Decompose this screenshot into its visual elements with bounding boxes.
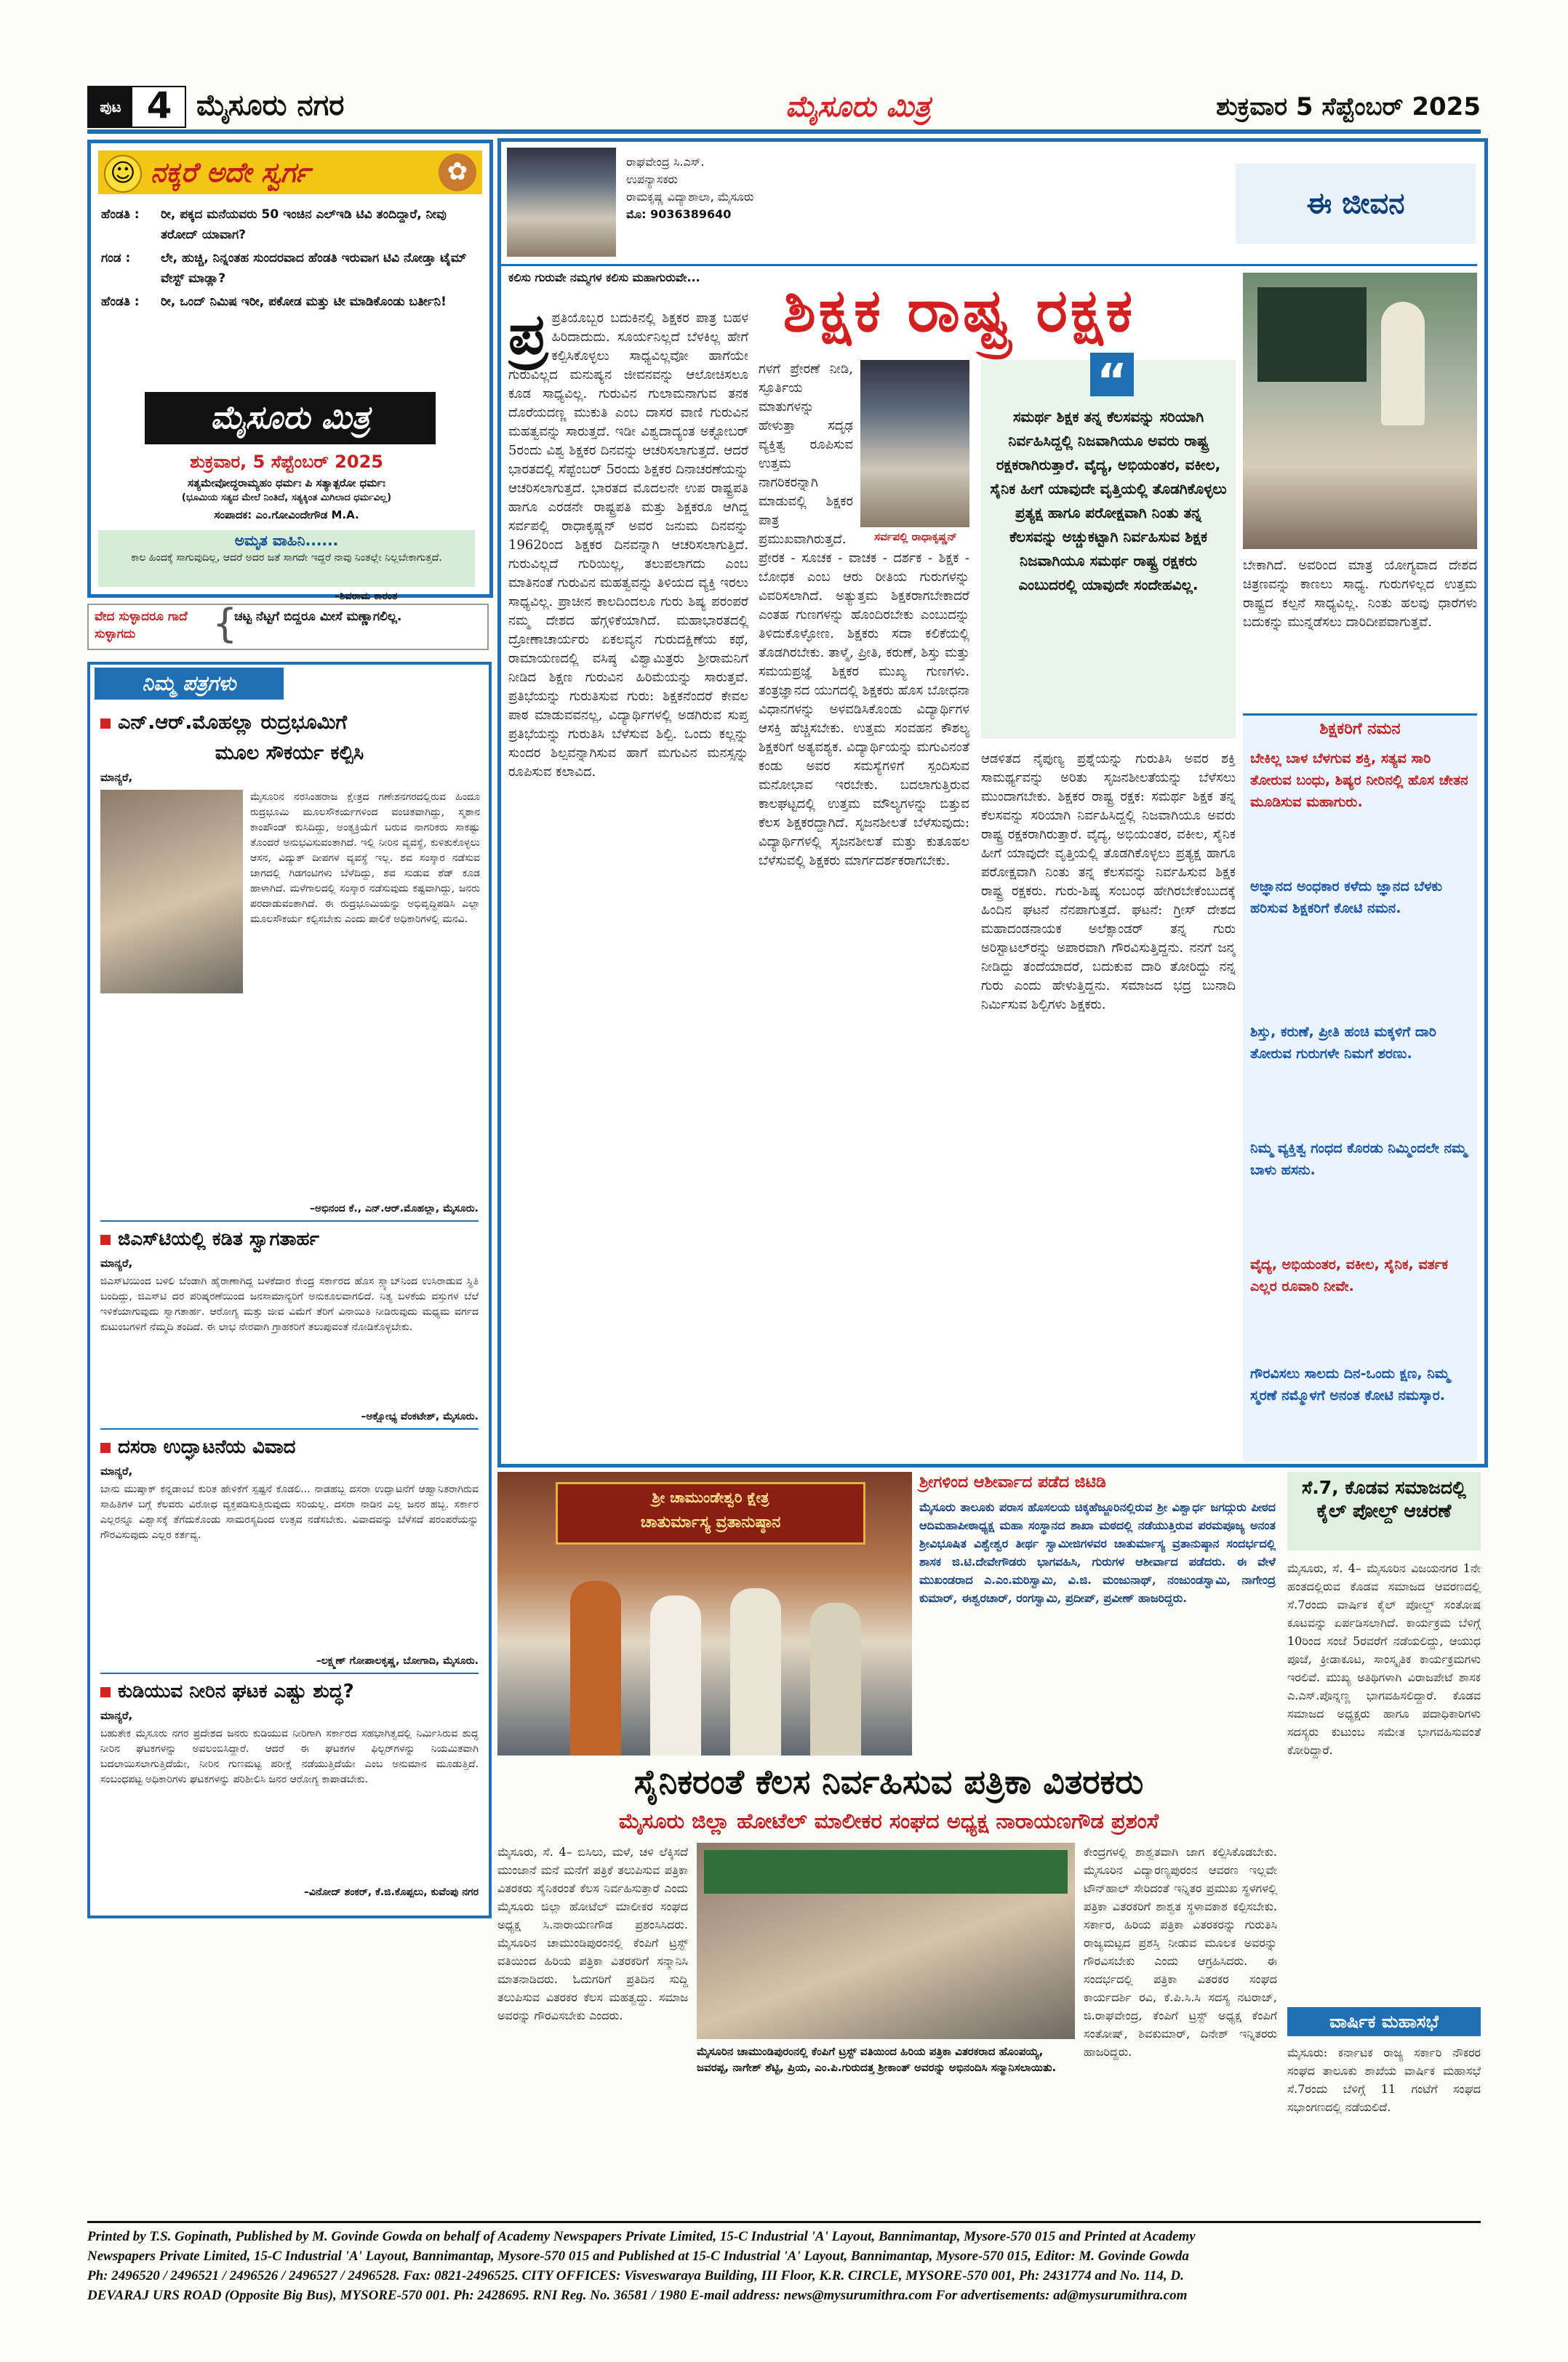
bullet-square-icon [100, 1443, 111, 1453]
bullet-square-icon [100, 1235, 111, 1245]
blessing-title: ಶ್ರೀಗಳಿಂದ ಆಶೀರ್ವಾದ ಪಡೆದ ಜಿಟಿಡಿ [919, 1473, 1106, 1492]
page-label: ಪುಟ [89, 87, 132, 127]
kodava-title-box [1287, 1472, 1481, 1550]
letter-body: ಬಾನು ಮುಷ್ತಾಕ್ ಕನ್ನಡಾಂಬೆ ಕುರಿತ ಹೇಳಿಕೆಗೆ ಸ್ಪಷ್ಟನೆ ಕೊಡಲಿ... ನಾಡಹಬ್ಬ ದಸರಾ ಉದ್ಘಾಟನೆಗೆ ಆಹ್ವಾನಿತರಾಗಿರುವ ಸಾಹಿತಿಗಳ ಬಗ್ಗೆ ಕೆಲವರು ವಿರೋಧ ವ್ಯಕ್ತಪಡಿಸುತ್ತಿರುವುದು ಸರಿಯಲ್ಲ. ದಸರಾ ನಾಡಿನ ಎಲ್ಲ ಜನರ ಹಬ್ಬ. ಸರ್ಕಾರ ಎಲ್ಲರನ್ನೂ ವಿಶ್ವಾಸಕ್ಕೆ ತೆಗೆದುಕೊಂಡು ಸಾಮರಸ್ಯದಿಂದ ಉತ್ಸವ ನಡೆಸಬೇಕು. ವಿವಾದವನ್ನು ಬೆಳೆಸದೆ ಪರಂಪರೆಯನ್ನು ಗೌರವಿಸುವುದು ಎಲ್ಲರ ಕರ್ತವ್ಯ. [100, 1484, 479, 1541]
vendors-subhead: ಮೈಸೂರು ಜಿಲ್ಲಾ ಹೋಟೆಲ್ ಮಾಲೀಕರ ಸಂಘದ ಅಧ್ಯಕ್ಷ ನಾರಾಯಣಗೌಡ ಪ್ರಶಂಸೆ [618, 1809, 1159, 1833]
joke-dialog [101, 204, 479, 312]
author-block [626, 153, 961, 223]
tribute-item: ವೈದ್ಯ, ಅಭಿಯಂತರ, ವಕೀಲ, ಸೈನಿಕ, ವರ್ತಕ ಎಲ್ಲರ ರೂವಾರಿ ನೀವೇ. [1250, 1257, 1449, 1294]
joke-title: ನಕ್ಕರೆ ಅದೇ ಸ್ವರ್ಗ [151, 156, 311, 188]
article-col-4: ಬೇಕಾಗಿದೆ. ಅವರಿಂದ ಮಾತ್ರ ಯೋಗ್ಯವಾದ ದೇಶದ ಚಿತ್ರಣವನ್ನು ಕಾಣಲು ಸಾಧ್ಯ. ಗುರುಗಳಿಲ್ಲದ ಉತ್ತಮ ರಾಷ್ಟ್ರದ ಕಲ್ಪನೆ ಸಾಧ್ಯವಿಲ್ಲ. ನಿಂತು ಹಲವು ಧಾರೆಗಳು ಬದುಕನ್ನು ಮುನ್ನಡೆಸಲು ದಾರಿದೀಪವಾಗುತ್ತವೆ. [1243, 558, 1477, 630]
imprint-line: Printed by T.S. Gopinath, Published by M. Govinde Gowda on behalf of Academy Newspapers Private Limited, 15-C Industrial 'A' Layout, Bannimantap, Mysore-570 015 and Printed at Academy [87, 2229, 1196, 2244]
event-photo [497, 1472, 912, 1756]
event-banner [556, 1482, 865, 1545]
author-photo [507, 148, 616, 257]
page-number: 4 [146, 84, 172, 127]
joke-line: ಗಂಡ : ಲೇ, ಹುಚ್ಚಿ, ನಿನ್ನಂತಹ ಸುಂದರವಾದ ಹೆಂಡತಿ ಇರುವಾಗ ಟಿವಿ ನೋಡ್ತಾ ಟೈಮ್ ವೇಸ್ಟ್ ಮಾಡ್ಲಾ? [101, 251, 467, 286]
letter-body: ಜಿಎಸ್‌ಟಿಯಿಂದ ಬಳಲಿ ಬೆಂಡಾಗಿ ಹೈರಾಣಾಗಿದ್ದ ಬಳಕೆದಾರ ಕೇಂದ್ರ ಸರ್ಕಾರದ ಹೊಸ ಸ್ಲ್ಯಾಬ್‌ನಿಂದ ಉಸಿರಾಡುವ ಸ್ಥಿತಿ ಬಂದಿದ್ದು, ಜಿಎಸ್‌ಟಿ ದರ ಪರಿಷ್ಕರಣೆಯಿಂದ ಜನಸಾಮಾನ್ಯರಿಗೆ ಅನುಕೂಲವಾಗಲಿದೆ. ನಿತ್ಯ ಬಳಕೆಯ ವಸ್ತುಗಳ ಬೆಲೆ ಇಳಿಕೆಯಾಗುವುದು ಸ್ವಾಗತಾರ್ಹ. ಆರೋಗ್ಯ ಮತ್ತು ಜೀವ ವಿಮೆಗೆ ತೆರಿಗೆ ವಿನಾಯಿತಿ ನೀಡಿರುವುದು ಮಧ್ಯಮ ವರ್ಗದ ಕುಟುಂಬಗಳಿಗೆ ನೆಮ್ಮದಿ ತಂದಿದೆ. ಈ ಲಾಭ ನೇರವಾಗಿ ಗ್ರಾಹಕರಿಗೆ ತಲುಪುವಂತೆ ನೋಡಿಕೊಳ್ಳಬೇಕು. [100, 1276, 479, 1333]
joke-line: ಹೆಂಡತಿ : ರೀ, ಪಕ್ಕದ ಮನೆಯವರು 50 ಇಂಚಿನ ಎಲ್‌ಇಡಿ ಟಿವಿ ತಂದಿದ್ದಾರೆ, ನೀವು ತರೋದ್ ಯಾವಾಗ? [101, 207, 447, 242]
page-header [87, 86, 1481, 129]
photo-caption: ಸರ್ವಪಲ್ಲಿ ರಾಧಾಕೃಷ್ಣನ್ [862, 530, 969, 543]
radhakrishnan-photo [860, 360, 969, 527]
divider [100, 1220, 479, 1222]
person-figure [810, 1603, 861, 1756]
vendors-photo-caption: ಮೈಸೂರಿನ ಚಾಮುಂಡಿಪುರಂನಲ್ಲಿ ಕೆಂಪಿಗೆ ಟ್ರಸ್ಟ್ ವತಿಯಿಂದ ಹಿರಿಯ ಪತ್ರಿಕಾ ವಿತರಕರಾದ ಹೊಂಪಯ್ಯ, ಜವರಪ್ಪ, ನಾಗೇಶ್ ಶೆಟ್ಟಿ, ಪ್ರಿಯ, ಎಂ.ಪಿ.ಗುರುದತ್ತ ಶ್ರೀಕಾಂತ್ ಅವರನ್ನು ಅಭಿನಂದಿಸಿ ಸನ್ಮಾನಿಸಲಾಯಿತು. [697, 2045, 1057, 2074]
letter-salute: ಮಾನ್ಯರೆ, [100, 1465, 133, 1478]
feature-frame [497, 138, 1488, 1468]
article-col-1b: ಪ್ರತಿಭೆಯನ್ನು ಗುರುತಿಸುವ ಗುರು: ಶಿಕ್ಷಕನೆಂದರೆ ಕೇವಲ ಪಾಠ ಮಾಡುವವನಲ್ಲ, ವಿದ್ಯಾರ್ಥಿಗಳಲ್ಲಿ ಅಡಗಿರುವ ಸುಪ್ತ ಪ್ರತಿಭೆಯನ್ನು ಗುರುತಿಸಿ ಬೆಳೆಸುವ ಶಿಲ್ಪಿ. ಒಂದು ಕಲ್ಲನ್ನು ಸುಂದರ ಶಿಲ್ಪವನ್ನಾಗಿಸುವ ಹಾಗೆ ಮಗುವಿನ ಮನಸ್ಸನ್ನು ರೂಪಿಸುವ ಕಲಾವಿದ. [508, 689, 748, 780]
article-col-3: ಆಡಳಿತದ ನೈಪುಣ್ಯ ಪ್ರಶ್ನೆಯನ್ನು ಗುರುತಿಸಿ ಅವರ ಶಕ್ತಿ ಸಾಮರ್ಥ್ಯವನ್ನು ಅರಿತು ಸೃಜನಶೀಲತೆಯನ್ನು ಬೆಳೆಸಲು ಮುಂದಾಗಬೇಕು. ಶಿಕ್ಷಕರ ರಾಷ್ಟ್ರ ರಕ್ಷಕ: ಸಮರ್ಥ ಶಿಕ್ಷಕ ತನ್ನ ಕೆಲಸವನ್ನು ಸರಿಯಾಗಿ ನಿರ್ವಹಿಸಿದ್ದಲ್ಲಿ ನಿಜವಾಗಿಯೂ ಅವರು ರಾಷ್ಟ್ರ ರಕ್ಷಕರಾಗಿರುತ್ತಾರೆ. ವೈದ್ಯ, ಅಭಿಯಂತರ, ವಕೀಲ, ಸೈನಿಕ ಹೀಗೆ ಯಾವುದೇ ವೃತ್ತಿಯಲ್ಲಿ ತೊಡಗಿಕೊಳ್ಳಲು ಪ್ರತ್ಯಕ್ಷ ಹಾಗೂ ಪರೋಕ್ಷವಾಗಿ ನಿಂತು ತನ್ನ ಕೆಲಸವನ್ನು ನಿರ್ವಹಿಸುವ ಶಿಕ್ಷಕ ರಾಷ್ಟ್ರ ರಕ್ಷಕರು. ಗುರು-ಶಿಷ್ಯ ಸಂಬಂಧ ಹೇಗಿರಬೇಕೆಂಬುದಕ್ಕೆ ಹಿಂದಿನ ಘಟನೆ ನೆನಪಾಗುತ್ತದೆ. ಘಟನೆ: ಗ್ರೀಸ್ ದೇಶದ ಮಹಾದಂಡನಾಯಕ ಅಲೆಕ್ಸಾಂಡರ್ ತನ್ನ ಗುರು ಅರಿಸ್ಟಾಟಲ್‌ರನ್ನು ಅಪಾರವಾಗಿ ಗೌರವಿಸುತ್ತಿದ್ದನು. ನನಗೆ ಜನ್ಮ ನೀಡಿದ್ದು ತಂದೆಯಾದರೆ, ಬದುಕುವ ದಾರಿ ತೋರಿದ್ದು ನನ್ನ ಗುರು ಎಂದು ಹೇಳುತ್ತಿದ್ದನು. ಸಮಾಜದ ಭದ್ರ ಬುನಾದಿ ನಿರ್ಮಿಸುವ ಶಿಲ್ಪಿಗಳು ಶಿಕ್ಷಕರು. [981, 751, 1236, 1012]
letter-body: ಮೈಸೂರಿನ ನರಸಿಂಹರಾಜ ಕ್ಷೇತ್ರದ ಗಣೇಶನಗರದಲ್ಲಿರುವ ಹಿಂದೂ ರುದ್ರಭೂಮಿ ಮೂಲಸೌಕರ್ಯಗಳಿಂದ ವಂಚಿತವಾಗಿದ್ದು, ಸ್ಮಶಾನ ಕಾಂಪೌಂಡ್ ಕುಸಿದಿದ್ದು, ಅಂತ್ಯಕ್ರಿಯೆಗೆ ಬರುವ ನಾಗರಿಕರು ಸಾಕಷ್ಟು ತೊಂದರೆ ಅನುಭವಿಸುವಂತಾಗಿದೆ. ಇಲ್ಲಿ ನೀರಿನ ವ್ಯವಸ್ಥೆ, ಕುಳಿತುಕೊಳ್ಳಲು ಆಸನ, ವಿದ್ಯುತ್ ದೀಪಗಳ ವ್ಯವಸ್ಥೆ ಇಲ್ಲ. ಶವ ಸಂಸ್ಕಾರ ನಡೆಸುವ ಜಾಗದಲ್ಲಿ ಗಿಡಗಂಟಿಗಳು ಬೆಳೆದಿದ್ದು, ಶವ ಸುಡುವ ಶೆಡ್ ಕೂಡ ಹಾಳಾಗಿದೆ. ಮಳೆಗಾಲದಲ್ಲಿ ಸಂಸ್ಕಾರ ನಡೆಸುವುದು ಕಷ್ಟವಾಗಿದ್ದು, ಜನರು ಪರದಾಡುವಂತಾಗಿದೆ. ಈ ರುದ್ರಭೂಮಿಯನ್ನು ಅಭಿವೃದ್ಧಿಪಡಿಸಿ ಎಲ್ಲಾ ಮೂಲಸೌಕರ್ಯ ಕಲ್ಪಿಸಬೇಕು ಎಂದು ಪಾಲಿಕೆ ಅಧಿಕಾರಿಗಳಲ್ಲಿ ಮನವಿ. [250, 791, 480, 925]
tribute-title: ಶಿಕ್ಷಕರಿಗೆ ನಮನ [1319, 720, 1401, 738]
blessing-body: ಮೈಸೂರು ತಾಲೂಕು ಪರಾಸ ಹೊಸಲಯ ಚಿಕ್ಕಹೆಜ್ಜೂರಿನಲ್ಲಿರುವ ಶ್ರೀ ವಿಶ್ವಾರ್ಧ ಜಗದ್ಗುರು ಪೀಠದ ಆದಿಮಹಾಪೀಠಾಧ್ಯಕ್ಷ ಮಹಾ ಸಂಸ್ಥಾನದ ಶಾಖಾ ಮಠದಲ್ಲಿ ನಡೆಯುತ್ತಿರುವ ಪರಮಪೂಜ್ಯ ಅನಂತ ಶ್ರೀವಿಭೂಷಿತ ವಿಶ್ವೇಶ್ವರ ತೀರ್ಥ ಸ್ವಾಮೀಜಿಗಳವರ ಚಾತುರ್ಮಾಸ್ಯ ವ್ರತಾನುಷ್ಠಾನ ಸಂದರ್ಭದಲ್ಲಿ ಶಾಸಕ ಜಿ.ಟಿ.ದೇವೇಗೌಡರು ಭಾಗವಹಿಸಿ, ಗುರುಗಳ ಆಶೀರ್ವಾದ ಪಡೆದರು. ಈ ವೇಳೆ ಮುಖಂಡರಾದ ಎ.ಎಂ.ಮರಿಸ್ವಾಮಿ, ವಿ.ಜಿ. ಮಂಜುನಾಥ್, ನಂಜುಂಡಸ್ವಾಮಿ, ನಾಗೇಂದ್ರ ಕುಮಾರ್, ಈಶ್ವರಚಾರ್, ರಂಗಸ್ವಾಮಿ, ಪ್ರದೀಪ್, ಪ್ರವೀಣ್ ಹಾಜರಿದ್ದರು. [919, 1500, 1276, 1605]
letter-title-2: ಮೂಲ ಸೌಕರ್ಯ ಕಲ್ಪಿಸಿ [215, 742, 364, 764]
teacher-figure [1381, 302, 1425, 425]
amrutha-text: ಕಾಲ ಹಿಂದಕ್ಕೆ ಸಾಗುವುದಿಲ್ಲ, ಆದರೆ ಅದರ ಜತೆ ಸಾಗದೇ ಇದ್ದರೆ ನಾವು ನಿಂತಲ್ಲೇ ನಿಲ್ಲಬೇಕಾಗುತ್ತದೆ. [131, 552, 442, 564]
logo-date: ಶುಕ್ರವಾರ, 5 ಸೆಪ್ಟೆಂಬರ್ 2025 [190, 452, 383, 472]
joke-title-bar [98, 151, 482, 194]
article-col-2: ಗಳಗೆ ಪ್ರೇರಣೆ ನೀಡಿ, ಸ್ಫೂರ್ತಿಯ ಮಾತುಗಳನ್ನು ಹೇಳುತ್ತಾ ಸದೃಢ ವ್ಯಕ್ತಿತ್ವ ರೂಪಿಸುವ ಉತ್ತಮ ನಾಗರಿಕರನ್ನಾಗಿ ಮಾಡುವಲ್ಲಿ ಶಿಕ್ಷಕರ ಪಾತ್ರ ಪ್ರಮುಖವಾಗಿರುತ್ತದೆ. ಪ್ರೇರಕ - ಸೂಚಕ - ವಾಚಕ - ದರ್ಶಕ - ಶಿಕ್ಷಕ - ಬೋಧಕ ಎಂಬ ಆರು ರೀತಿಯ ಗುರುಗಳನ್ನು ವಿವರಿಸಲಾಗಿದೆ. ಅತ್ಯುತ್ತಮ ಶಿಕ್ಷಕರಾಗಬೇಕಾದರೆ ಎಂತಹ ಗುಣಗಳನ್ನು ಹೊಂದಿರಬೇಕು ಎಂಬುದನ್ನು ತಿಳಿದುಕೊಳ್ಳೋಣ. ಶಿಕ್ಷಕರು ಸದಾ ಕಲಿಕೆಯಲ್ಲಿ ತೊಡಗಿರಬೇಕು. ತಾಳ್ಮೆ, ಪ್ರೀತಿ, ಕರುಣೆ, ಶಿಸ್ತು ಮತ್ತು ಸಮಯಪ್ರಜ್ಞೆ ಶಿಕ್ಷಕರ ಮುಖ್ಯ ಗುಣಗಳು. ತಂತ್ರಜ್ಞಾನದ ಯುಗದಲ್ಲಿ ಶಿಕ್ಷಕರು ಹೊಸ ಬೋಧನಾ ವಿಧಾನಗಳನ್ನು ಅಳವಡಿಸಿಕೊಂಡು ವಿದ್ಯಾರ್ಥಿಗಳ ಆಸಕ್ತಿ ಹೆಚ್ಚಿಸಬೇಕು. ಉತ್ತಮ ಸಂವಹನ ಕೌಶಲ್ಯ ಶಿಕ್ಷಕರಿಗೆ ಅತ್ಯವಶ್ಯಕ. ವಿದ್ಯಾರ್ಥಿಯನ್ನು ಮಗುವಿನಂತೆ ಕಂಡು ಅವರ ಸಮಸ್ಯೆಗಳಿಗೆ ಸ್ಪಂದಿಸುವ ಮನೋಭಾವ ಇರಬೇಕು. ಬದಲಾಗುತ್ತಿರುವ ಕಾಲಘಟ್ಟದಲ್ಲಿ ಉತ್ತಮ ಮೌಲ್ಯಗಳನ್ನು ಬಿತ್ತುವ ಕೆಲಸ ಶಿಕ್ಷಕರದ್ದಾಗಿದೆ. ಸೃಜನಶೀಲತೆ ಬೆಳೆಸುವುದು: ವಿದ್ಯಾರ್ಥಿಗಳಲ್ಲಿ ಸೃಜನಶೀಲತೆ ಮತ್ತು ಕುತೂಹಲ ಬೆಳೆಸುವಲ್ಲಿ ಶಿಕ್ಷಕರು ಮಾರ್ಗದರ್ಶಕರಾಗಬೇಕು. [759, 361, 969, 868]
imprint-line: Ph: 2496520 / 2496521 / 2496526 / 2496527 / 2496528. Fax: 0821-2496525. CITY OFFICES: Visveswaraya Building, III Floor, K.R. CIRCLE, MYSORE-570 001, Ph: 2431774 and No. 114, D. [87, 2268, 1184, 2283]
letter-title: ದಸರಾ ಉದ್ಘಾಟನೆಯ ವಿವಾದ [100, 1434, 479, 1460]
kodava-article [1287, 1472, 1481, 2214]
divider [100, 1673, 479, 1674]
editor-line: ಸಂಪಾದಕ: ಎಂ.ಗೋವಿಂದೇಗೌಡ M.A. [214, 508, 359, 521]
headline: ಶಿಕ್ಷಕ ರಾಷ್ಟ್ರ ರಕ್ಷಕ [783, 276, 1136, 345]
bullet-square-icon [100, 1687, 111, 1697]
paper-logo: ಮೈಸೂರು ಮಿತ್ರ [145, 392, 436, 444]
kodava-sub-body: ಮೈಸೂರು: ಕರ್ನಾಟಕ ರಾಜ್ಯ ಸರ್ಕಾರಿ ನೌಕರರ ಸಂಘದ ತಾಲೂಕು ಶಾಖೆಯ ವಾರ್ಷಿಕ ಮಹಾಸಭೆ ಸೆ.7ರಂದು ಬೆಳಿಗ್ಗೆ 11 ಗಂಟೆಗೆ ಸಂಘದ ಸಭಾಂಗಣದಲ್ಲಿ ನಡೆಯಲಿದೆ. [1287, 2046, 1481, 2114]
blessing-article [919, 1472, 1276, 1756]
banner-text: ಶ್ರೀ ಚಾಮುಂಡೇಶ್ವರಿ ಕ್ಷೇತ್ರ [652, 1489, 769, 1506]
page-number-badge [87, 86, 186, 128]
pull-quote [981, 355, 1236, 738]
vendors-banner [704, 1850, 1068, 1894]
kodava-title: ಸೆ.7, ಕೊಡವ ಸಮಾಜದಲ್ಲಿ ಕೈಲ್ ಪೋಲ್ದ್ ಆಚರಣೆ [1302, 1477, 1466, 1521]
kodava-body: ಮೈಸೂರು, ಸೆ. 4– ಮೈಸೂರಿನ ವಿಜಯನಗರ 1ನೇ ಹಂತದಲ್ಲಿರುವ ಕೊಡವ ಸಮಾಜದ ಆವರಣದಲ್ಲಿ ಸೆ.7ರಂದು ವಾರ್ಷಿಕ ಕೈಲ್ ಪೋಲ್ದ್ ಸಂತೋಷ ಕೂಟವನ್ನು ಏರ್ಪಡಿಸಲಾಗಿದೆ. ಕಾರ್ಯಕ್ರಮ ಬೆಳಿಗ್ಗೆ 10ರಿಂದ ಸಂಜೆ 5ರವರೆಗೆ ನಡೆಯಲಿದ್ದು, ಆಯುಧ ಪೂಜೆ, ಕ್ರೀಡಾಕೂಟ, ಸಾಂಸ್ಕೃತಿಕ ಕಾರ್ಯಕ್ರಮಗಳು ಇರಲಿವೆ. ಮುಖ್ಯ ಅತಿಥಿಗಳಾಗಿ ವಿರಾಜಪೇಟೆ ಶಾಸಕ ಎ.ಎಸ್.ಪೊನ್ನಣ್ಣ ಭಾಗವಹಿಸಲಿದ್ದಾರೆ. ಕೊಡವ ಸಮಾಜದ ಅಧ್ಯಕ್ಷರು ಹಾಗೂ ಪದಾಧಿಕಾರಿಗಳು ಸದಸ್ಯರು ಕುಟುಂಬ ಸಮೇತ ಭಾಗವಹಿಸುವಂತೆ ಕೋರಿದ್ದಾರೆ. [1287, 1561, 1481, 1757]
vendors-photo [697, 1843, 1075, 2039]
proverb-left: ವೇದ ಸುಳ್ಳಾದರೂ ಗಾದೆ ಸುಳ್ಳಾಗದು [95, 609, 188, 641]
amrutha-author: –ಶಿವರಾಮ ಕಾರಂತ [335, 590, 398, 602]
kodava-sub: ವಾರ್ಷಿಕ ಮಹಾಸಭೆ [1287, 2007, 1481, 2036]
drop-cap: ಪ್ರ [508, 309, 548, 367]
proverb-right: ಚಟ್ಟ ನೆಟ್ಟಗೆ ಬಿದ್ದರೂ ಮೀಸೆ ಮಣ್ಣಾಗಲಿಲ್ಲ. [234, 609, 402, 624]
letter-salute: ಮಾನ್ಯರೆ, [100, 1257, 133, 1270]
proverb-box [87, 601, 489, 650]
issue-date: ಶುಕ್ರವಾರ 5 ಸೆಪ್ಟೆಂಬರ್ 2025 [1216, 92, 1481, 121]
section-tab [1236, 164, 1476, 244]
cemetery-photo [100, 790, 243, 993]
tribute-item: ಬೇಕಿಲ್ಲ ಬಾಳ ಬೆಳಗುವ ಶಕ್ತಿ, ಸತ್ಯವ ಸಾರಿ ತೋರುವ ಬಂಧು, ಶಿಷ್ಯರ ನೀರಿನಲ್ಲಿ ಹೊಸ ಚೇತನ ಮೂಡಿಸುವ ಮಹಾಗುರು. [1250, 750, 1468, 810]
joke-line: ಹೆಂಡತಿ : ರೀ, ಒಂದ್ ನಿಮಿಷ ಇರೀ, ಪಕೋಡ ಮತ್ತು ಟೀ ಮಾಡಿಕೊಂಡು ಬರ್ತೀನಿ! [101, 295, 447, 309]
classroom-photo [1243, 273, 1477, 549]
author-role: ಉಪನ್ಯಾಸಕರು [626, 172, 679, 186]
letters-box [87, 662, 492, 1918]
tribute-item: ಅಜ್ಞಾನದ ಅಂಧಕಾರ ಕಳೆದು ಜ್ಞಾನದ ಬೆಳಕು ಹರಿಸುವ ಶಿಕ್ಷಕರಿಗೆ ಕೋಟಿ ನಮನ. [1250, 878, 1442, 916]
letter-signature: –ಲಕ್ಷ್ಮಣ್ ಗೋಪಾಲಕೃಷ್ಣ, ಬೋಗಾದಿ, ಮೈಸೂರು. [316, 1655, 479, 1667]
tribute-item: ಶಿಸ್ತು, ಕರುಣೆ, ಪ್ರೀತಿ ಹಂಚಿ ಮಕ್ಕಳಿಗೆ ದಾರಿ ತೋರುವ ಗುರುಗಳೇ ನಿಮಗೆ ಶರಣು. [1250, 1024, 1436, 1062]
bullet-square-icon [100, 718, 111, 729]
kicker: ಕಲಿಸು ಗುರುವೇ ನಮ್ಮಗಳ ಕಲಿಸು ಮಹಾಗುರುವೇ... [508, 271, 700, 284]
jester-icon: ✿ [439, 153, 476, 191]
vendors-col-1: ಮೈಸೂರು, ಸೆ. 4– ಬಿಸಿಲು, ಮಳೆ, ಚಳಿ ಲೆಕ್ಕಿಸದೆ ಮುಂಜಾನೆ ಮನೆ ಮನೆಗೆ ಪತ್ರಿಕೆ ತಲುಪಿಸುವ ಪತ್ರಿಕಾ ವಿತರಕರು ಸೈನಿಕರಂತೆ ಕೆಲಸ ನಿರ್ವಹಿಸುತ್ತಾರೆ ಎಂದು ಮೈಸೂರು ಜಿಲ್ಲಾ ಹೋಟೆಲ್ ಮಾಲೀಕರ ಸಂಘದ ಅಧ್ಯಕ್ಷ ಸಿ.ನಾರಾಯಣಗೌಡ ಪ್ರಶಂಸಿಸಿದರು. ಮೈಸೂರಿನ ಚಾಮುಂಡಿಪುರಂನಲ್ಲಿ ಕೆಂಪಿಗೆ ಟ್ರಸ್ಟ್ ವತಿಯಿಂದ ಹಿರಿಯ ಪತ್ರಿಕಾ ವಿತರಕರಿಗೆ ಸನ್ಮಾನಿಸಿ ಮಾತನಾಡಿದರು. ಓದುಗರಿಗೆ ಪ್ರತಿದಿನ ಸುದ್ದಿ ತಲುಪಿಸುವ ವಿತರಕರ ಕೆಲಸ ಮಹತ್ವದ್ದು. ಸಮಾಜ ಅವರನ್ನು ಗೌರವಿಸಬೇಕು ಎಂದರು. [497, 1845, 688, 2022]
header-rule [87, 129, 1481, 134]
letter-title: ಜಿಎಸ್‌ಟಿಯಲ್ಲಿ ಕಡಿತ ಸ್ವಾಗತಾರ್ಹ [100, 1226, 479, 1252]
letter-body: ಬಹುತೇಕ ಮೈಸೂರು ನಗರ ಪ್ರದೇಶದ ಜನರು ಕುಡಿಯುವ ನೀರಿಗಾಗಿ ಸರ್ಕಾರದ ಸಹಭಾಗಿತ್ವದಲ್ಲಿ ನಿರ್ಮಿಸಿರುವ ಶುದ್ಧ ನೀರಿನ ಘಟಕಗಳನ್ನು ಅವಲಂಬಿಸಿದ್ದಾರೆ. ಆದರೆ ಈ ಘಟಕಗಳ ಫಿಲ್ಟರ್‌ಗಳನ್ನು ನಿಯಮಿತವಾಗಿ ಬದಲಾಯಿಸಲಾಗುತ್ತಿದೆಯೇ, ನೀರಿನ ಗುಣಮಟ್ಟ ಪರೀಕ್ಷೆ ನಡೆಯುತ್ತಿದೆಯೇ ಎಂಬ ಅನುಮಾನ ಮೂಡುತ್ತಿದೆ. ಸಂಬಂಧಪಟ್ಟ ಅಧಿಕಾರಿಗಳು ಘಟಕಗಳನ್ನು ಪರಿಶೀಲಿಸಿ ಜನರ ಆರೋಗ್ಯ ಕಾಪಾಡಬೇಕು. [100, 1728, 479, 1785]
motto-1: ಸತ್ಯಮೇವೋದ್ಧರಾಮ್ಯಹಂ ಧರ್ಮಃ ಪಿ ಸತ್ಯಾತ್ಪರೋ ಧರ್ಮಃ [187, 476, 385, 489]
letters-tag: ನಿಮ್ಮ ಪತ್ರಗಳು [95, 668, 284, 700]
motto-2: (ಭೂಮಿಯ ಸತ್ಯದ ಮೇಲೆ ನಿಂತಿದೆ, ಸತ್ಯಕ್ಕಿಂತ ಮಿಗಿಲಾದ ಧರ್ಮವಿಲ್ಲ) [181, 492, 392, 503]
letter-signature: –ವಿನೋದ್ ಶಂಕರ್, ಕೆ.ಜಿ.ಕೊಪ್ಪಲು, ಕುವೆಂಪು ನಗರ [303, 1886, 479, 1898]
article-col-1: ಪ್ರ ಪ್ರತಿಯೊಬ್ಬರ ಬದುಕಿನಲ್ಲಿ ಶಿಕ್ಷಕರ ಪಾತ್ರ ಬಹಳ ಹಿರಿದಾದುದು. ಸೂರ್ಯನಿಲ್ಲದೆ ಬೆಳಕಿಲ್ಲ ಹೇಗೆ ಕಲ್ಪಿಸಿಕೊಳ್ಳಲು ಸಾಧ್ಯವಿಲ್ಲವೋ ಹಾಗೆಯೇ ಗುರುವಿಲ್ಲದ ಮನುಷ್ಯನ ಜೀವನವನ್ನು ಆಲೋಚಿಸಲೂ ಕೂಡ ಸಾಧ್ಯವಿಲ್ಲ. ಗುರುವಿನ ಗುಲಾಮನಾಗುವ ತನಕ ದೊರೆಯದಣ್ಣ ಮುಕುತಿ ಎಂಬ ದಾಸರ ವಾಣಿ ಗುರುವಿನ ಮಹತ್ವವನ್ನು ಸಾರುತ್ತದೆ. ಇಡೀ ವಿಶ್ವದಾದ್ಯಂತ ಅಕ್ಟೋಬರ್ 5ರಂದು ವಿಶ್ವ ಶಿಕ್ಷಕರ ದಿನವನ್ನು ಆಚರಿಸಲಾಗುತ್ತದೆ. ಆದರೆ ಭಾರತದಲ್ಲಿ ಸೆಪ್ಟೆಂಬರ್ 5ರಂದು ಶಿಕ್ಷಕರ ದಿನಾಚರಣೆಯನ್ನು ಆಚರಿಸಲಾಗುತ್ತದೆ. ಭಾರತದ ಮೊದಲನೇ ಉಪ ರಾಷ್ಟ್ರಪತಿ ಹಾಗೂ ಎರಡನೇ ರಾಷ್ಟ್ರಪತಿ ಮತ್ತು ಶಿಕ್ಷಕರೂ ಆಗಿದ್ದ ಸರ್ವಪಲ್ಲಿ ರಾಧಾಕೃಷ್ಣನ್ ಅವರ ಜನುಮ ದಿನವನ್ನು 1962ರಿಂದ ಶಿಕ್ಷಕರ ದಿನವನ್ನಾಗಿ ಆಚರಿಸಲಾಗುತ್ತಿದೆ. ಗುರುವಿಲ್ಲದೆ ಗುರಿಯಿಲ್ಲ, ತಲುಪಲಾಗದು ಎಂಬ ಮಾತಿನಂತೆ ಗುರುವಿನ ಮಹತ್ವವನ್ನು ತಿಳಿಯದ ವ್ಯಕ್ತಿ ಇರಲು ಸಾಧ್ಯವಿಲ್ಲ. ಪ್ರಾಚೀನ ಕಾಲದಿಂದಲೂ ಗುರು ಶಿಷ್ಯ ಪರಂಪರೆ ನಮ್ಮ ದೇಶದ ಹೆಗ್ಗಳಿಕೆಯಾಗಿದೆ. ಮಹಾಭಾರತದಲ್ಲಿ ದ್ರೋಣಾಚಾರ್ಯರು ಏಕಲವ್ಯನ ಗುರುದಕ್ಷಿಣೆಯ ಕಥೆ, ರಾಮಾಯಣದಲ್ಲಿ ವಸಿಷ್ಠ ವಿಶ್ವಾಮಿತ್ರರು ಶ್ರೀರಾಮನಿಗೆ ನೀಡಿದ ಶಿಕ್ಷಣ ಗುರುವಿನ ಹಿರಿಮೆಯನ್ನು ಸಾರುತ್ತವೆ. ಪ್ರತಿಭೆಯನ್ನು ಗುರುತಿಸುವ ಗುರು: ಶಿಕ್ಷಕನೆಂದರೆ ಕೇವಲ ಪಾಠ ಮಾಡುವವನಲ್ಲ, ವಿದ್ಯಾರ್ಥಿಗಳಲ್ಲಿ ಅಡಗಿರುವ ಸುಪ್ತ ಪ್ರತಿಭೆಯನ್ನು ಗುರುತಿಸಿ ಬೆಳೆಸುವ ಶಿಲ್ಪಿ. ಒಂದು ಕಲ್ಲನ್ನು ಸುಂದರ ಶಿಲ್ಪವನ್ನಾಗಿಸುವ ಹಾಗೆ ಮಗುವಿನ ಮನಸ್ಸನ್ನು ರೂಪಿಸುವ ಕಲಾವಿದ. [508, 309, 748, 780]
person-figure [730, 1588, 781, 1756]
quote-text: ಸಮರ್ಥ ಶಿಕ್ಷಕ ತನ್ನ ಕೆಲಸವನ್ನು ಸರಿಯಾಗಿ ನಿರ್ವಹಿಸಿದ್ದಲ್ಲಿ ನಿಜವಾಗಿಯೂ ಅವರು ರಾಷ್ಟ್ರ ರಕ್ಷಕರಾಗಿರುತ್ತಾರೆ. ವೈದ್ಯ, ಅಭಿಯಂತರ, ವಕೀಲ, ಸೈನಿಕ ಹೀಗೆ ಯಾವುದೇ ವೃತ್ತಿಯಲ್ಲಿ ತೊಡಗಿಕೊಳ್ಳಲು ಪ್ರತ್ಯಕ್ಷ ಹಾಗೂ ಪರೋಕ್ಷವಾಗಿ ನಿಂತು ತನ್ನ ಕೆಲಸವನ್ನು ಅಚ್ಚುಕಟ್ಟಾಗಿ ನಿರ್ವಹಿಸುವ ಶಿಕ್ಷಕ ನಿಜವಾಗಿಯೂ ಸಮರ್ಥ ರಾಷ್ಟ್ರ ರಕ್ಷಕರು ಎಂಬುದರಲ್ಲಿ ಯಾವುದೇ ಸಂದೇಹವಿಲ್ಲ. [990, 408, 1227, 593]
imprint-line: DEVARAJ URS ROAD (Opposite Big Bus), MYSORE-570 001. Ph: 2428695. RNI Reg. No. 36581 / 1980 E-mail address: news@mysurumithra.com For advertisements: ad@mysurumithra.com [87, 2288, 1188, 2303]
amrutha-title: ಅಮೃತ ವಾಹಿನಿ...... [234, 532, 339, 549]
author-org: ರಾಮಕೃಷ್ಣ ವಿದ್ಯಾಶಾಲಾ, ಮೈಸೂರು [626, 190, 754, 204]
letter-title: ಎನ್.ಆರ್.ಮೊಹಲ್ಲಾ ರುದ್ರಭೂಮಿಗೆ [100, 710, 479, 736]
amrutha-box [98, 530, 475, 587]
letter-salute: ಮಾನ್ಯರೆ, [100, 1709, 133, 1722]
letter-salute: ಮಾನ್ಯರೆ, [100, 771, 133, 784]
quote-mark-icon: “ [1090, 353, 1134, 396]
tribute-box [1243, 713, 1477, 1462]
person-figure [650, 1596, 701, 1756]
masthead-logo: ಮೈಸೂರು ಮಿತ್ರ [785, 90, 931, 124]
blackboard [1257, 287, 1367, 382]
author-phone: ಮೊ: 9036389640 [626, 207, 732, 221]
section-tab-label: ಈ ಜೀವನ [1306, 187, 1405, 220]
person-figure [570, 1581, 621, 1756]
imprint [87, 2227, 1481, 2305]
laugh-emoji-icon: ☺ [104, 155, 142, 193]
letter-title: ಕುಡಿಯುವ ನೀರಿನ ಘಟಕ ಎಷ್ಟು ಶುದ್ಧ? [100, 1678, 479, 1705]
tribute-item: ನಿಮ್ಮ ವ್ಯಕ್ತಿತ್ವ ಗಂಧದ ಕೊರಡು ನಿಮ್ಮಿಂದಲೇ ನಮ್ಮ ಬಾಳು ಹಸನು. [1250, 1140, 1467, 1178]
brace-icon: { [212, 601, 238, 646]
author-name: ರಾಘವೇಂದ್ರ ಸಿ.ಎಸ್. [626, 155, 705, 169]
author-rule [501, 264, 1477, 266]
letter-signature: –ಅಕ್ಷೋಭ್ಯ ವೆಂಕಟೇಶ್, ಮೈಸೂರು. [361, 1411, 479, 1422]
section-name: ಮೈಸೂರು ನಗರ [196, 89, 345, 122]
vendors-col-2: ಕೇಂದ್ರಗಳಲ್ಲಿ ಶಾಶ್ವತವಾಗಿ ಜಾಗ ಕಲ್ಪಿಸಿಕೊಡಬೇಕು. ಮೈಸೂರಿನ ವಿದ್ಯಾರಣ್ಯಪುರಂನ ಆವರಣ ಇಲ್ಲವೇ ಟೌನ್‌ಹಾಲ್ ಸೇರಿದಂತೆ ಇನ್ನಿತರ ಪ್ರಮುಖ ಸ್ಥಳಗಳಲ್ಲಿ ಪತ್ರಿಕಾ ವಿತರಕರಿಗೆ ಶಾಶ್ವತ ಸ್ಥಳಾವಕಾಶ ಕಲ್ಪಿಸಬೇಕು. ಸರ್ಕಾರ, ಹಿರಿಯ ಪತ್ರಿಕಾ ವಿತರಕರನ್ನು ಗುರುತಿಸಿ ರಾಜ್ಯಮಟ್ಟದ ಪ್ರಶಸ್ತಿ ನೀಡುವ ಮೂಲಕ ಅವರನ್ನು ಗೌರವಿಸಬೇಕು ಎಂದು ಆಗ್ರಹಿಸಿದರು. ಈ ಸಂದರ್ಭದಲ್ಲಿ ಪತ್ರಿಕಾ ವಿತರಕರ ಸಂಘದ ಕಾರ್ಯದರ್ಶಿ ರವಿ, ಕೆ.ಪಿ.ಸಿ.ಸಿ ಸದಸ್ಯ ನಟರಾಜ್, ಜಿ.ರಾಘವೇಂದ್ರ, ಕೆಂಪಿಗೆ ಟ್ರಸ್ಟ್ ಅಧ್ಯಕ್ಷ ಕೆಂಪಿಗೆ ಸಂತೋಷ್, ಶಿವಕುಮಾರ್, ದಿನೇಶ್ ಇನ್ನಿತರರು ಹಾಜರಿದ್ದರು. [1084, 1845, 1277, 2059]
joke-box [87, 140, 493, 598]
divider [100, 1428, 479, 1430]
tribute-item: ಗೌರವಿಸಲು ಸಾಲದು ದಿನ-ಒಂದು ಕ್ಷಣ, ನಿಮ್ಮ ಸ್ಮರಣೆ ನಮ್ಮೊಳಗೆ ಅನಂತ ಕೋಟಿ ನಮಸ್ಕಾರ. [1250, 1366, 1450, 1404]
vendors-headline: ಸೈನಿಕರಂತೆ ಕೆಲಸ ನಿರ್ವಹಿಸುವ ಪತ್ರಿಕಾ ವಿತರಕರು [633, 1762, 1144, 1801]
footer-rule [87, 2221, 1481, 2223]
letter-signature: –ಅಭಿನಂದ ಕೆ., ಎನ್.ಆರ್.ಮೊಹಲ್ಲಾ, ಮೈಸೂರು. [310, 1203, 479, 1214]
banner-text-2: ಚಾತುರ್ಮಾಸ್ಯ ವ್ರತಾನುಷ್ಠಾನ [640, 1513, 781, 1532]
imprint-line: Newspapers Private Limited, 15-C Industrial 'A' Layout, Bannimantap, Mysore-570 015 and Published at 15-C Industrial 'A' Layout, Bannimantap, Mysore-570 015, Editor: M. Govinde Gowda [87, 2249, 1189, 2264]
